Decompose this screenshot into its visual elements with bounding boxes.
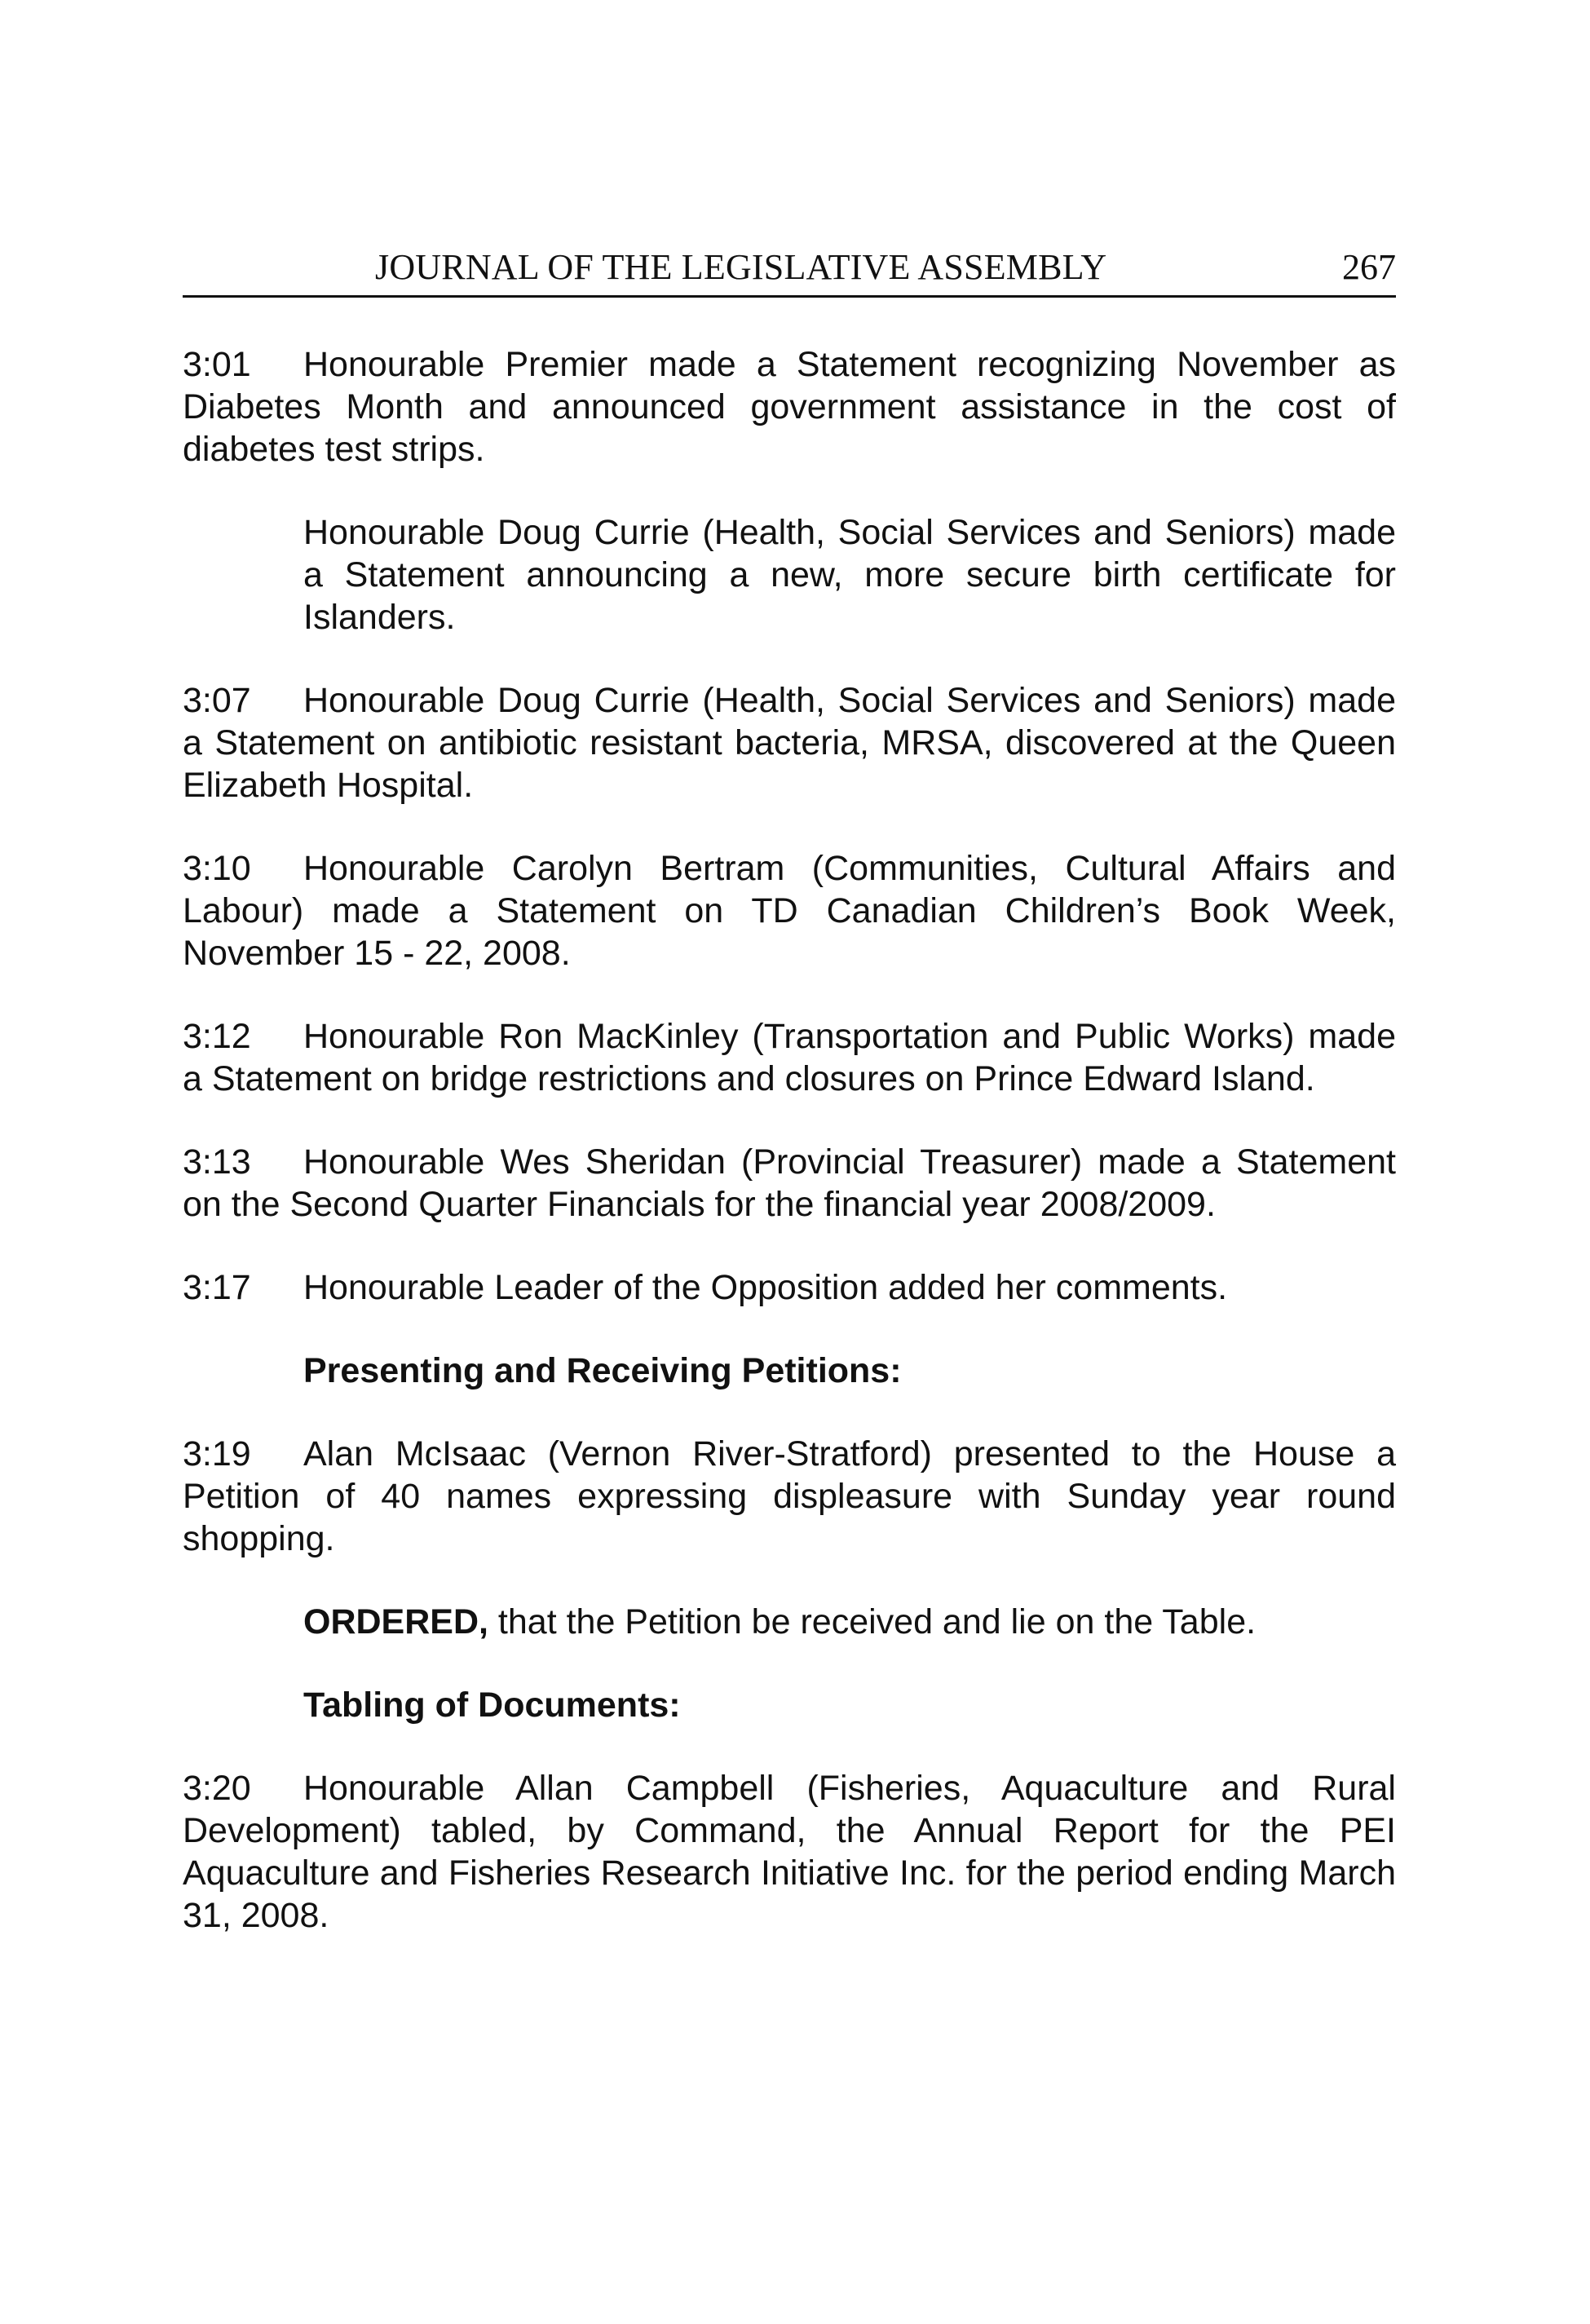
- entry-text: that the Petition be received and lie on the Table.: [488, 1602, 1257, 1641]
- ordered-lead: ORDERED,: [303, 1602, 488, 1641]
- entry-birth-certificate: [183, 511, 1396, 638]
- entry-3-12: [183, 1015, 1396, 1100]
- entry-text: Honourable Leader of the Opposition added her comments.: [303, 1268, 1228, 1307]
- entry-text: Honourable Carolyn Bertram (Communities, Cultural Affairs and Labour) made a Statement on TD Canadian Children’s Book Week, November 15 - 22, 2008.: [183, 849, 1396, 973]
- entry-time: 3:12: [183, 1017, 251, 1056]
- entry-text: Honourable Doug Currie (Health, Social Services and Seniors) made a Statement on antibiotic resistant bacteria, MRSA, discovered at the Queen Elizabeth Hospital.: [183, 681, 1396, 805]
- entry-ordered: [183, 1601, 1396, 1643]
- entry-text: Honourable Premier made a Statement recognizing November as Diabetes Month and announced government assistance in the cost of diabetes test strips.: [183, 345, 1396, 469]
- page-number: 267: [1342, 247, 1396, 287]
- journal-page: [183, 245, 1396, 1937]
- entry-time: 3:17: [183, 1268, 251, 1307]
- entry-3-10: [183, 847, 1396, 974]
- entry-text: Honourable Allan Campbell (Fisheries, Aquaculture and Rural Development) tabled, by Command, the Annual Report for the PEI Aquaculture and Fisheries Research Initiative Inc. for the period ending March 31, 2008.: [183, 1769, 1396, 1935]
- section-heading-petitions: Presenting and Receiving Petitions:: [303, 1351, 902, 1390]
- entry-text: Alan McIsaac (Vernon River-Stratford) presented to the House a Petition of 40 names expressing displeasure with Sunday year round shopping.: [183, 1434, 1396, 1558]
- entry-3-17: [183, 1266, 1396, 1309]
- section-heading-tabling: Tabling of Documents:: [303, 1686, 681, 1725]
- entry-text: Honourable Doug Currie (Health, Social Services and Seniors) made a Statement announcing a new, more secure birth certificate for Islanders.: [303, 513, 1396, 637]
- entry-3-20: [183, 1767, 1396, 1937]
- entry-time: 3:20: [183, 1769, 251, 1808]
- entry-3-19: [183, 1433, 1396, 1560]
- entry-text: Honourable Ron MacKinley (Transportation and Public Works) made a Statement on bridge restrictions and closures on Prince Edward Island.: [183, 1017, 1396, 1098]
- entry-3-07: [183, 679, 1396, 806]
- entry-text: Honourable Wes Sheridan (Provincial Treasurer) made a Statement on the Second Quarter Financials for the financial year 2008/2009.: [183, 1142, 1396, 1224]
- entry-3-01: [183, 343, 1396, 471]
- entry-time: 3:19: [183, 1434, 251, 1473]
- entry-3-13: [183, 1141, 1396, 1226]
- entry-time: 3:07: [183, 681, 251, 720]
- running-title: JOURNAL OF THE LEGISLATIVE ASSEMBLY: [375, 247, 1107, 287]
- entry-time: 3:01: [183, 345, 251, 384]
- running-header: [183, 245, 1396, 298]
- entry-time: 3:13: [183, 1142, 251, 1182]
- entry-time: 3:10: [183, 849, 251, 888]
- journal-body: [183, 343, 1396, 1937]
